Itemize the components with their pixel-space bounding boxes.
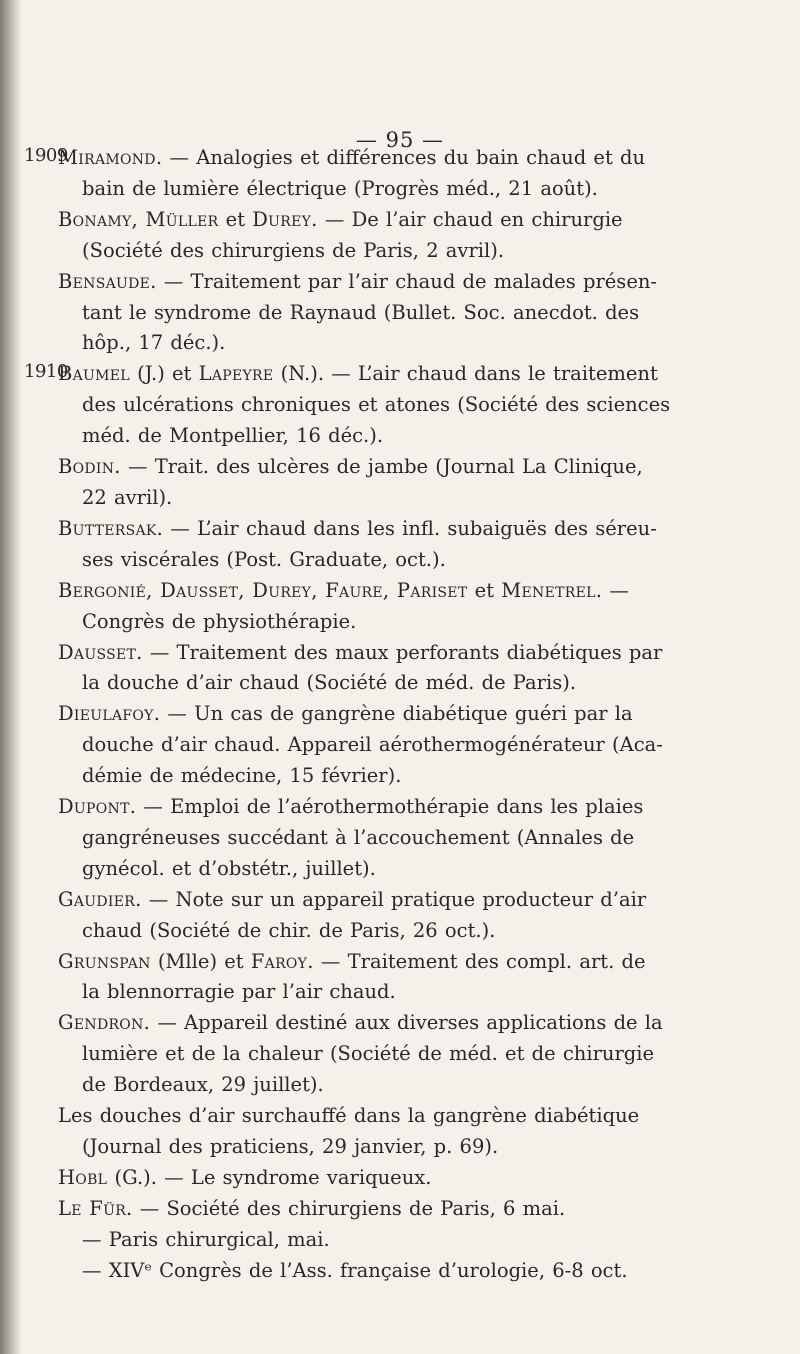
entry-first-line: [58, 576, 800, 607]
entry-title: — XIVᵉ Congrès de l’Ass. française d’urologie, 6-8 oct.: [82, 1258, 628, 1282]
entry-first-line: [58, 1008, 800, 1039]
bibliography-entry: [0, 1008, 800, 1101]
bibliography-entry: [0, 205, 800, 267]
entry-first-line: [58, 1101, 800, 1132]
page-number: — 95 —: [355, 128, 445, 152]
entry-author: Baumel: [58, 362, 130, 386]
entry-first-line: [58, 359, 800, 390]
bibliography-entry: [0, 576, 800, 638]
entry-year: 1910: [24, 361, 68, 383]
entry-author: Gendron.: [58, 1011, 151, 1035]
entry-title: — Traitement des compl. art. de: [313, 949, 646, 973]
bibliography-entry: [0, 1194, 800, 1225]
entry-continuation-line: 22 avril).: [82, 485, 173, 509]
entry-first-line: [58, 452, 800, 483]
entry-title: — De l’air chaud en chirurgie: [317, 207, 623, 231]
bibliography-entry: [0, 699, 800, 792]
entry-title: — Un cas de gangrène diabétique guéri par la: [160, 702, 633, 726]
entry-coauthor: Lapeyre: [198, 362, 274, 386]
entry-continuation-line: gangréneuses succédant à l’accouchement (Annales de: [82, 825, 635, 849]
bibliography-entry: [0, 1256, 800, 1287]
entry-first-line: [58, 638, 800, 669]
entry-first-line: [58, 1225, 800, 1256]
entry-title: — L’air chaud dans les infl. subaiguës des séreu-: [163, 516, 657, 540]
entry-title: — Traitement des maux perforants diabétiques par: [142, 640, 663, 664]
entry-author-joiner: et: [218, 207, 253, 231]
entry-continuation-line: lumière et de la chaleur (Société de méd. et de chirurgie: [82, 1042, 655, 1066]
bibliography-entry: [0, 267, 800, 360]
entry-continuation-line: méd. de Montpellier, 16 déc.).: [82, 424, 384, 448]
bibliography-entry: [0, 514, 800, 576]
entry-first-line: [58, 143, 800, 174]
entry-continuation-line: Congrès de physiothérapie.: [82, 609, 357, 633]
entry-author: Bergonié, Dausset, Durey, Faure, Pariset: [58, 578, 468, 602]
entry-first-line: [58, 267, 800, 298]
entry-continuation-line: bain de lumière électrique (Progrès méd., 21 août).: [82, 176, 598, 200]
entry-title: — Traitement par l’air chaud de malades présen-: [156, 269, 658, 293]
entry-author: Grunspan: [58, 949, 151, 973]
entry-title: (G.). — Le syndrome variqueux.: [107, 1165, 432, 1189]
entry-first-line: [58, 205, 800, 236]
entry-author: Bonamy, Müller: [58, 207, 219, 231]
bibliography-entry: [0, 1225, 800, 1256]
entry-continuation-line: ses viscérales (Post. Graduate, oct.).: [82, 547, 446, 571]
bibliography-entry: [0, 1101, 800, 1163]
entry-first-line: [58, 885, 800, 916]
bibliography-entry: [0, 885, 800, 947]
entry-author: Hobl: [58, 1165, 108, 1189]
entry-author-joiner: (J.) et: [129, 362, 199, 386]
entry-title: — Société des chirurgiens de Paris, 6 mai.: [132, 1196, 566, 1220]
bibliography-entry: [0, 792, 800, 885]
entry-author: Dausset.: [58, 640, 143, 664]
bibliography-entry: [0, 947, 800, 1009]
entry-title: — Analogies et différences du bain chaud et du: [162, 146, 646, 169]
entry-coauthor: Durey.: [252, 207, 318, 231]
entry-first-line: [58, 792, 800, 823]
entry-author-joiner: et: [467, 578, 502, 602]
bibliography-entry: [0, 359, 800, 452]
entry-first-line: [58, 1163, 800, 1194]
entry-title: Les douches d’air surchauffé dans la gangrène diabétique: [58, 1104, 640, 1128]
entry-title: —: [602, 578, 629, 602]
entry-continuation-line: des ulcérations chroniques et atones (Société des sciences: [82, 393, 671, 417]
entry-author: Dieulafoy.: [58, 702, 161, 726]
entry-continuation-line: (Journal des praticiens, 29 janvier, p. 69).: [82, 1135, 499, 1158]
entry-continuation-line: la douche d’air chaud (Société de méd. de Paris).: [82, 671, 577, 695]
entry-continuation-line: tant le syndrome de Raynaud (Bullet. Soc. anecdot. des: [82, 300, 640, 324]
entry-author: Buttersak.: [58, 516, 164, 540]
entry-author: Le Für.: [58, 1196, 133, 1220]
entry-first-line: [58, 1256, 800, 1287]
entry-coauthor: Menetrel.: [501, 578, 603, 602]
entry-title: (N.). — L’air chaud dans le traitement: [273, 362, 658, 386]
entry-first-line: [58, 1194, 800, 1225]
entry-continuation-line: gynécol. et d’obstétr., juillet).: [82, 856, 376, 880]
entry-continuation-line: chaud (Société de chir. de Paris, 26 oct.).: [82, 918, 496, 942]
entry-continuation-line: (Société des chirurgiens de Paris, 2 avril).: [82, 238, 505, 262]
bibliography-list: [0, 143, 800, 1287]
entry-year: 1909: [24, 145, 68, 166]
entry-title: — Appareil destiné aux diverses applications de la: [150, 1011, 663, 1035]
bibliography-entry: [0, 143, 800, 205]
bibliography-entry: [0, 1163, 800, 1194]
entry-author-joiner: (Mlle) et: [150, 949, 251, 973]
entry-author: Miramond.: [58, 146, 163, 169]
entry-author: Bensaude.: [58, 269, 157, 293]
entry-title: — Note sur un appareil pratique producteur d’air: [141, 887, 647, 911]
entry-continuation-line: hôp., 17 déc.).: [82, 331, 226, 355]
entry-continuation-line: démie de médecine, 15 février).: [82, 764, 402, 788]
entry-coauthor: Faroy.: [250, 949, 314, 973]
entry-continuation-line: de Bordeaux, 29 juillet).: [82, 1073, 324, 1097]
entry-author: Gaudier.: [58, 887, 142, 911]
entry-title: — Emploi de l’aérothermothérapie dans les plaies: [136, 795, 644, 819]
entry-continuation-line: la blennorragie par l’air chaud.: [82, 980, 396, 1004]
entry-first-line: [58, 947, 800, 978]
entry-first-line: [58, 514, 800, 545]
entry-author: Bodin.: [58, 455, 121, 479]
bibliography-entry: [0, 638, 800, 700]
entry-continuation-line: douche d’air chaud. Appareil aérothermogénérateur (Aca-: [82, 733, 663, 757]
bibliography-entry: [0, 452, 800, 514]
entry-first-line: [58, 699, 800, 730]
entry-title: — Trait. des ulcères de jambe (Journal La Clinique,: [120, 455, 643, 479]
entry-title: — Paris chirurgical, mai.: [82, 1227, 330, 1251]
entry-author: Dupont.: [58, 795, 137, 819]
